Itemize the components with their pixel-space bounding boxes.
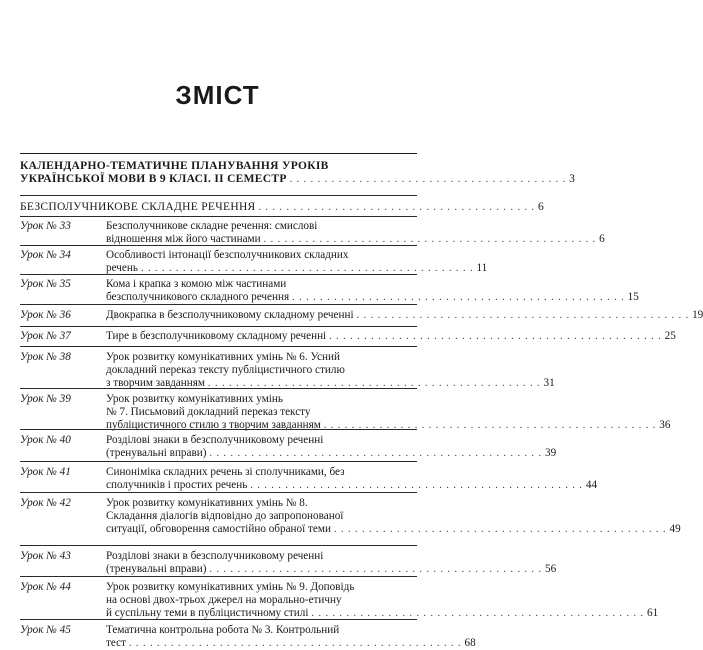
dot-leader: . . . . . . . . . . . . . . . . . . . . . . . . . . . . . . . . . . . . . . . . <box>289 174 567 185</box>
toc-lesson-row[interactable] <box>20 351 555 391</box>
dot-leader: . . . . . . . . . . . . . . . . . . . . . . . . . . . . . . . . . . . . . . . . . . . . . . . . <box>333 524 667 536</box>
lesson-number: Урок № 41 <box>20 466 71 478</box>
dot-leader: . . . . . . . . . . . . . . . . . . . . . . . . . . . . . . . . . . . . . . . . . . . . . . . . <box>207 378 541 390</box>
lesson-title-line: докладний переказ тексту публіцистичного стилю <box>106 364 345 377</box>
lesson-title-line: відношення між його частинами <box>106 233 261 246</box>
lesson-number: Урок № 38 <box>20 351 71 363</box>
lesson-number: Урок № 36 <box>20 309 71 321</box>
page-number: 6 <box>538 201 544 213</box>
row-divider <box>20 461 417 462</box>
dot-leader: . . . . . . . . . . . . . . . . . . . . . . . . . . . . . . . . . . . . . . . . . . . . . . . . <box>250 480 583 492</box>
lesson-title-line: тест <box>106 637 126 650</box>
row-divider <box>20 545 417 546</box>
lesson-title-line: Складання діалогів відповідно до запропонованої <box>106 510 344 523</box>
toc-lesson-row[interactable] <box>20 581 659 621</box>
page-number: 49 <box>669 523 681 536</box>
lesson-title-line: речень <box>106 262 138 275</box>
toc-lesson-row[interactable] <box>20 497 681 537</box>
row-divider <box>20 576 417 577</box>
page-number: 25 <box>664 330 676 342</box>
dot-leader: . . . . . . . . . . . . . . . . . . . . . . . . . . . . . . . . . . . . . . . . . . . . . . . . <box>356 310 690 321</box>
toc-lesson-row[interactable] <box>20 330 676 343</box>
page-number: 3 <box>569 173 575 185</box>
lesson-number: Урок № 39 <box>20 393 71 405</box>
page-number: 11 <box>476 262 488 275</box>
toc-lesson-row[interactable] <box>20 624 476 650</box>
dot-leader: . . . . . . . . . . . . . . . . . . . . . . . . . . . . . . . . . . . . . . . . . . . . . . . . <box>323 420 657 432</box>
dot-leader: . . . . . . . . . . . . . . . . . . . . . . . . . . . . . . . . . . . . . . . . . . . . . . . . <box>129 638 462 650</box>
page-number: 39 <box>545 447 557 460</box>
lesson-title-line: сполучників і простих речень <box>106 479 248 492</box>
toc-entry-section[interactable] <box>20 201 544 214</box>
toc-lesson-row[interactable] <box>20 393 671 433</box>
row-divider <box>20 326 417 327</box>
dot-leader: . . . . . . . . . . . . . . . . . . . . . . . . . . . . . . . . . . . . . . . . . . . . . . . . <box>329 331 662 342</box>
lesson-title-line: Двокрапка в безсполучниковому складному реченні <box>106 309 354 321</box>
toc-section-title: БЕЗСПОЛУЧНИКОВЕ СКЛАДНЕ РЕЧЕННЯ <box>20 201 256 213</box>
lesson-title-line: Урок розвитку комунікативних умінь № 8. <box>106 497 308 509</box>
page-number: 19 <box>692 309 703 321</box>
lesson-title-line: Розділові знаки в безсполучниковому реченні <box>106 550 324 562</box>
lesson-title-line: Безсполучникове складне речення: смислові <box>106 220 318 232</box>
lesson-number: Урок № 40 <box>20 434 71 446</box>
page-number: 6 <box>599 233 605 246</box>
lesson-title-line: Особливості інтонації безсполучникових складних <box>106 249 349 261</box>
lesson-title-line: Урок розвитку комунікативних умінь № 9. Доповідь <box>106 581 355 593</box>
dot-leader: . . . . . . . . . . . . . . . . . . . . . . . . . . . . . . . . . . . . . . . . . . . . . . . . <box>209 564 542 576</box>
toc-lesson-row[interactable] <box>20 278 639 304</box>
row-divider <box>20 245 417 246</box>
page-number: 15 <box>627 291 639 304</box>
row-divider <box>20 346 417 347</box>
toc-entry-calendar-plan[interactable] <box>20 160 575 186</box>
lesson-title-line: з творчим завданням <box>106 377 205 390</box>
lesson-number: Урок № 43 <box>20 550 71 562</box>
section-divider <box>20 216 417 217</box>
dot-leader: . . . . . . . . . . . . . . . . . . . . . . . . . . . . . . . . . . . . . . . . . . . . . . . . <box>209 448 542 460</box>
toc-lesson-row[interactable] <box>20 249 488 275</box>
toc-entry-title: УКРАЇНСЬКОЇ МОВИ В 9 КЛАСІ. ІІ СЕМЕСТР <box>20 173 287 185</box>
lesson-title-line: Розділові знаки в безсполучниковому реченні <box>106 434 324 446</box>
lesson-title-line: на основі двох-трьох джерел на морально-етичну <box>106 594 342 607</box>
lesson-title-line: Тире в безсполучниковому складному реченні <box>106 330 327 342</box>
lesson-title-line: Урок розвитку комунікативних умінь <box>106 393 283 405</box>
page-number: 61 <box>646 607 659 620</box>
lesson-title-line: й суспільну теми в публіцистичному стилі <box>106 607 309 620</box>
toc-lesson-row[interactable] <box>20 220 605 246</box>
toc-entry-title: КАЛЕНДАРНО-ТЕМАТИЧНЕ ПЛАНУВАННЯ УРОКІВ <box>20 160 329 172</box>
lesson-title-line: Кома і крапка з комою між частинами <box>106 278 287 290</box>
toc-lesson-row[interactable] <box>20 550 557 576</box>
toc-lesson-row[interactable] <box>20 466 598 492</box>
row-divider <box>20 492 417 493</box>
dot-leader: . . . . . . . . . . . . . . . . . . . . . . . . . . . . . . . . . . . . . . . . . . . . . . . . <box>311 608 644 620</box>
lesson-title-line: (тренувальні вправи) <box>106 563 207 576</box>
lesson-title-line: безсполучникового складного речення <box>106 291 290 304</box>
page-number: 44 <box>585 479 598 492</box>
lesson-number: Урок № 37 <box>20 330 71 342</box>
dot-leader: . . . . . . . . . . . . . . . . . . . . . . . . . . . . . . . . . . . . . . . . <box>258 202 536 213</box>
dot-leader: . . . . . . . . . . . . . . . . . . . . . . . . . . . . . . . . . . . . . . . . . . . . . . . . <box>263 234 597 246</box>
lesson-title-line: Тематична контрольна робота № 3. Контрольний <box>106 624 340 636</box>
dot-leader: . . . . . . . . . . . . . . . . . . . . . . . . . . . . . . . . . . . . . . . . . . . . . . . . <box>292 292 625 304</box>
row-divider <box>20 274 417 275</box>
section-divider <box>20 195 417 196</box>
lesson-number: Урок № 42 <box>20 497 71 509</box>
lesson-number: Урок № 35 <box>20 278 71 290</box>
lesson-title-line: публіцистичного стилю з творчим завданням <box>106 419 321 432</box>
lesson-number: Урок № 44 <box>20 581 71 593</box>
lesson-title-line: № 7. Письмовий докладний переказ тексту <box>106 406 311 419</box>
page-number: 56 <box>545 563 557 576</box>
lesson-number: Урок № 45 <box>20 624 71 636</box>
row-divider <box>20 304 417 305</box>
page-title: ЗМІСТ <box>175 80 260 110</box>
row-divider <box>20 388 417 389</box>
row-divider <box>20 619 417 620</box>
section-divider <box>20 153 417 154</box>
lesson-title-line: Урок розвитку комунікативних умінь № 6. Усний <box>106 351 340 363</box>
row-divider <box>20 429 417 430</box>
lesson-title-line: ситуації, обговорення самостійно обраної теми <box>106 523 331 536</box>
lesson-title-line: Синоніміка складних речень зі сполучниками, без <box>106 466 345 478</box>
page-number: 36 <box>659 419 671 432</box>
lesson-number: Урок № 34 <box>20 249 71 261</box>
toc-lesson-row[interactable] <box>20 309 703 322</box>
lesson-title-line: (тренувальні вправи) <box>106 447 207 460</box>
dot-leader: . . . . . . . . . . . . . . . . . . . . . . . . . . . . . . . . . . . . . . . . . . . . . . . . <box>140 263 474 275</box>
page-number: 68 <box>464 637 476 650</box>
page-number: 31 <box>543 377 555 390</box>
lesson-number: Урок № 33 <box>20 220 71 232</box>
toc-lesson-row[interactable] <box>20 434 557 460</box>
